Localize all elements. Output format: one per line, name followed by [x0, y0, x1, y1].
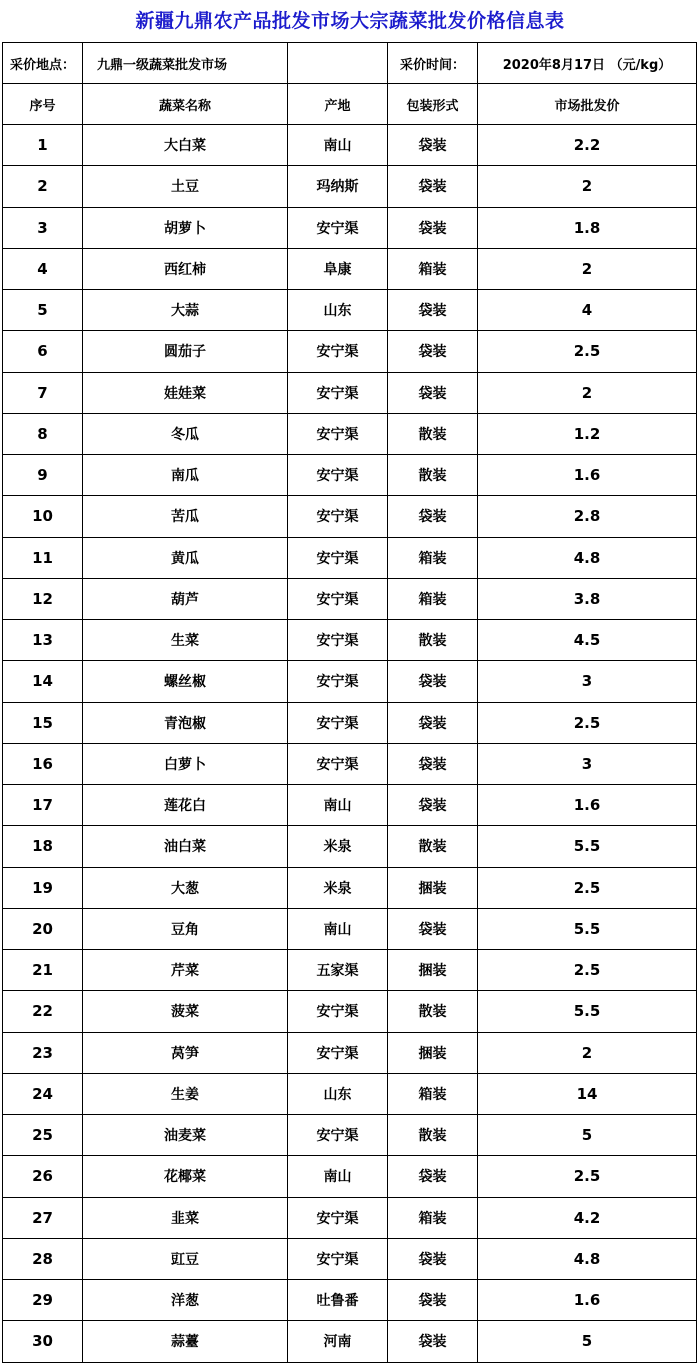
cell-packaging: 袋装: [388, 1156, 478, 1197]
cell-name: 油白菜: [83, 826, 288, 867]
cell-name: 莲花白: [83, 785, 288, 826]
cell-index: 18: [3, 826, 83, 867]
cell-price: 2: [478, 166, 697, 207]
cell-name: 西红柿: [83, 248, 288, 289]
cell-name: 土豆: [83, 166, 288, 207]
cell-price: 2.5: [478, 331, 697, 372]
cell-index: 27: [3, 1197, 83, 1238]
cell-packaging: 散装: [388, 1115, 478, 1156]
cell-price: 2.5: [478, 1156, 697, 1197]
cell-origin: 安宁渠: [288, 372, 388, 413]
cell-index: 10: [3, 496, 83, 537]
cell-index: 24: [3, 1073, 83, 1114]
cell-index: 30: [3, 1321, 83, 1362]
cell-origin: 安宁渠: [288, 1115, 388, 1156]
cell-name: 大蒜: [83, 290, 288, 331]
cell-index: 15: [3, 702, 83, 743]
cell-index: 16: [3, 743, 83, 784]
cell-index: 8: [3, 413, 83, 454]
cell-packaging: 捆装: [388, 1032, 478, 1073]
cell-name: 南瓜: [83, 455, 288, 496]
cell-price: 1.6: [478, 455, 697, 496]
table-row: [3, 743, 697, 784]
cell-price: 1.8: [478, 207, 697, 248]
cell-name: 白萝卜: [83, 743, 288, 784]
cell-origin: 河南: [288, 1321, 388, 1362]
cell-name: 螺丝椒: [83, 661, 288, 702]
table-row: [3, 166, 697, 207]
cell-packaging: 袋装: [388, 908, 478, 949]
header-index: 序号: [3, 84, 83, 125]
cell-index: 7: [3, 372, 83, 413]
location-value: 九鼎一级蔬菜批发市场: [83, 43, 288, 84]
table-row: [3, 826, 697, 867]
cell-name: 大白菜: [83, 125, 288, 166]
table-row: [3, 991, 697, 1032]
table-row: [3, 661, 697, 702]
cell-price: 2.5: [478, 950, 697, 991]
cell-price: 4.2: [478, 1197, 697, 1238]
cell-packaging: 箱装: [388, 1073, 478, 1114]
cell-name: 生姜: [83, 1073, 288, 1114]
header-name: 蔬菜名称: [83, 84, 288, 125]
location-label: 采价地点：: [3, 43, 83, 84]
table-row: [3, 620, 697, 661]
table-row: [3, 908, 697, 949]
cell-index: 3: [3, 207, 83, 248]
cell-name: 青泡椒: [83, 702, 288, 743]
cell-origin: 米泉: [288, 826, 388, 867]
cell-price: 5: [478, 1321, 697, 1362]
cell-price: 2.8: [478, 496, 697, 537]
cell-packaging: 袋装: [388, 743, 478, 784]
cell-packaging: 箱装: [388, 537, 478, 578]
cell-packaging: 袋装: [388, 785, 478, 826]
cell-packaging: 散装: [388, 826, 478, 867]
table-row: [3, 1238, 697, 1279]
table-row: [3, 950, 697, 991]
cell-index: 25: [3, 1115, 83, 1156]
price-table: [2, 42, 697, 1363]
cell-origin: 安宁渠: [288, 413, 388, 454]
cell-packaging: 袋装: [388, 1321, 478, 1362]
table-row: [3, 1115, 697, 1156]
cell-name: 花椰菜: [83, 1156, 288, 1197]
cell-name: 胡萝卜: [83, 207, 288, 248]
table-row: [3, 290, 697, 331]
cell-origin: 安宁渠: [288, 1197, 388, 1238]
table-row: [3, 1032, 697, 1073]
cell-price: 3.8: [478, 578, 697, 619]
cell-packaging: 袋装: [388, 702, 478, 743]
cell-packaging: 散装: [388, 413, 478, 454]
cell-price: 1.6: [478, 785, 697, 826]
cell-name: 油麦菜: [83, 1115, 288, 1156]
cell-origin: 阜康: [288, 248, 388, 289]
cell-price: 5: [478, 1115, 697, 1156]
cell-price: 4.5: [478, 620, 697, 661]
table-row: [3, 331, 697, 372]
cell-index: 29: [3, 1280, 83, 1321]
cell-index: 21: [3, 950, 83, 991]
cell-name: 冬瓜: [83, 413, 288, 454]
cell-packaging: 袋装: [388, 1238, 478, 1279]
page-title: 新疆九鼎农产品批发市场大宗蔬菜批发价格信息表: [135, 10, 565, 32]
cell-price: 5.5: [478, 908, 697, 949]
cell-price: 2: [478, 248, 697, 289]
table-row: [3, 1197, 697, 1238]
cell-origin: 安宁渠: [288, 991, 388, 1032]
time-label: 采价时间：: [388, 43, 478, 84]
cell-name: 豇豆: [83, 1238, 288, 1279]
cell-index: 2: [3, 166, 83, 207]
cell-origin: 安宁渠: [288, 207, 388, 248]
cell-price: 3: [478, 661, 697, 702]
cell-origin: 米泉: [288, 867, 388, 908]
cell-index: 9: [3, 455, 83, 496]
cell-origin: 安宁渠: [288, 331, 388, 372]
cell-price: 14: [478, 1073, 697, 1114]
cell-price: 2.5: [478, 702, 697, 743]
cell-packaging: 箱装: [388, 578, 478, 619]
cell-name: 大葱: [83, 867, 288, 908]
cell-packaging: 袋装: [388, 372, 478, 413]
cell-index: 4: [3, 248, 83, 289]
cell-price: 2: [478, 1032, 697, 1073]
cell-origin: 安宁渠: [288, 1032, 388, 1073]
cell-origin: 南山: [288, 125, 388, 166]
table-row: [3, 537, 697, 578]
cell-origin: 南山: [288, 908, 388, 949]
cell-index: 28: [3, 1238, 83, 1279]
cell-index: 5: [3, 290, 83, 331]
cell-origin: 安宁渠: [288, 620, 388, 661]
cell-origin: 安宁渠: [288, 702, 388, 743]
table-row: [3, 1073, 697, 1114]
cell-index: 6: [3, 331, 83, 372]
cell-name: 菠菜: [83, 991, 288, 1032]
time-value: 2020年8月17日 （元/kg）: [478, 43, 697, 84]
cell-index: 12: [3, 578, 83, 619]
cell-origin: 安宁渠: [288, 537, 388, 578]
cell-name: 豆角: [83, 908, 288, 949]
header-price: 市场批发价: [478, 84, 697, 125]
cell-price: 2.2: [478, 125, 697, 166]
cell-index: 26: [3, 1156, 83, 1197]
table-row: [3, 1321, 697, 1362]
cell-origin: 安宁渠: [288, 455, 388, 496]
cell-price: 4.8: [478, 537, 697, 578]
cell-name: 娃娃菜: [83, 372, 288, 413]
table-row: [3, 207, 697, 248]
cell-price: 5.5: [478, 826, 697, 867]
table-row: [3, 578, 697, 619]
cell-name: 圆茄子: [83, 331, 288, 372]
cell-packaging: 袋装: [388, 207, 478, 248]
cell-name: 黄瓜: [83, 537, 288, 578]
cell-packaging: 袋装: [388, 661, 478, 702]
cell-origin: 山东: [288, 290, 388, 331]
table-row: [3, 1156, 697, 1197]
cell-price: 2.5: [478, 867, 697, 908]
cell-index: 19: [3, 867, 83, 908]
cell-name: 韭菜: [83, 1197, 288, 1238]
cell-price: 4: [478, 290, 697, 331]
cell-name: 生菜: [83, 620, 288, 661]
header-origin: 产地: [288, 84, 388, 125]
cell-index: 17: [3, 785, 83, 826]
table-row: [3, 1280, 697, 1321]
info-spacer: [288, 43, 388, 84]
cell-origin: 南山: [288, 785, 388, 826]
cell-name: 莴笋: [83, 1032, 288, 1073]
cell-index: 11: [3, 537, 83, 578]
cell-price: 3: [478, 743, 697, 784]
cell-packaging: 散装: [388, 991, 478, 1032]
cell-price: 1.2: [478, 413, 697, 454]
info-row: [3, 43, 697, 84]
cell-index: 13: [3, 620, 83, 661]
cell-origin: 南山: [288, 1156, 388, 1197]
cell-packaging: 捆装: [388, 867, 478, 908]
cell-index: 23: [3, 1032, 83, 1073]
table-row: [3, 372, 697, 413]
cell-index: 1: [3, 125, 83, 166]
cell-origin: 安宁渠: [288, 1238, 388, 1279]
cell-index: 22: [3, 991, 83, 1032]
cell-packaging: 袋装: [388, 125, 478, 166]
table-row: [3, 413, 697, 454]
cell-packaging: 捆装: [388, 950, 478, 991]
cell-packaging: 袋装: [388, 1280, 478, 1321]
table-row: [3, 785, 697, 826]
cell-price: 5.5: [478, 991, 697, 1032]
cell-packaging: 箱装: [388, 1197, 478, 1238]
table-row: [3, 125, 697, 166]
cell-index: 20: [3, 908, 83, 949]
table-row: [3, 867, 697, 908]
cell-origin: 五家渠: [288, 950, 388, 991]
table-row: [3, 702, 697, 743]
cell-name: 葫芦: [83, 578, 288, 619]
cell-packaging: 袋装: [388, 496, 478, 537]
cell-origin: 安宁渠: [288, 661, 388, 702]
cell-name: 芹菜: [83, 950, 288, 991]
cell-price: 1.6: [478, 1280, 697, 1321]
header-packaging: 包装形式: [388, 84, 478, 125]
cell-origin: 山东: [288, 1073, 388, 1114]
cell-name: 洋葱: [83, 1280, 288, 1321]
cell-packaging: 袋装: [388, 166, 478, 207]
cell-packaging: 散装: [388, 620, 478, 661]
header-row: [3, 84, 697, 125]
cell-packaging: 袋装: [388, 290, 478, 331]
cell-packaging: 箱装: [388, 248, 478, 289]
cell-name: 蒜薹: [83, 1321, 288, 1362]
cell-origin: 安宁渠: [288, 743, 388, 784]
cell-name: 苦瓜: [83, 496, 288, 537]
cell-price: 4.8: [478, 1238, 697, 1279]
cell-origin: 安宁渠: [288, 496, 388, 537]
cell-packaging: 散装: [388, 455, 478, 496]
cell-origin: 吐鲁番: [288, 1280, 388, 1321]
cell-packaging: 袋装: [388, 331, 478, 372]
cell-price: 2: [478, 372, 697, 413]
cell-index: 14: [3, 661, 83, 702]
table-row: [3, 496, 697, 537]
cell-origin: 安宁渠: [288, 578, 388, 619]
cell-origin: 玛纳斯: [288, 166, 388, 207]
table-row: [3, 248, 697, 289]
table-row: [3, 455, 697, 496]
